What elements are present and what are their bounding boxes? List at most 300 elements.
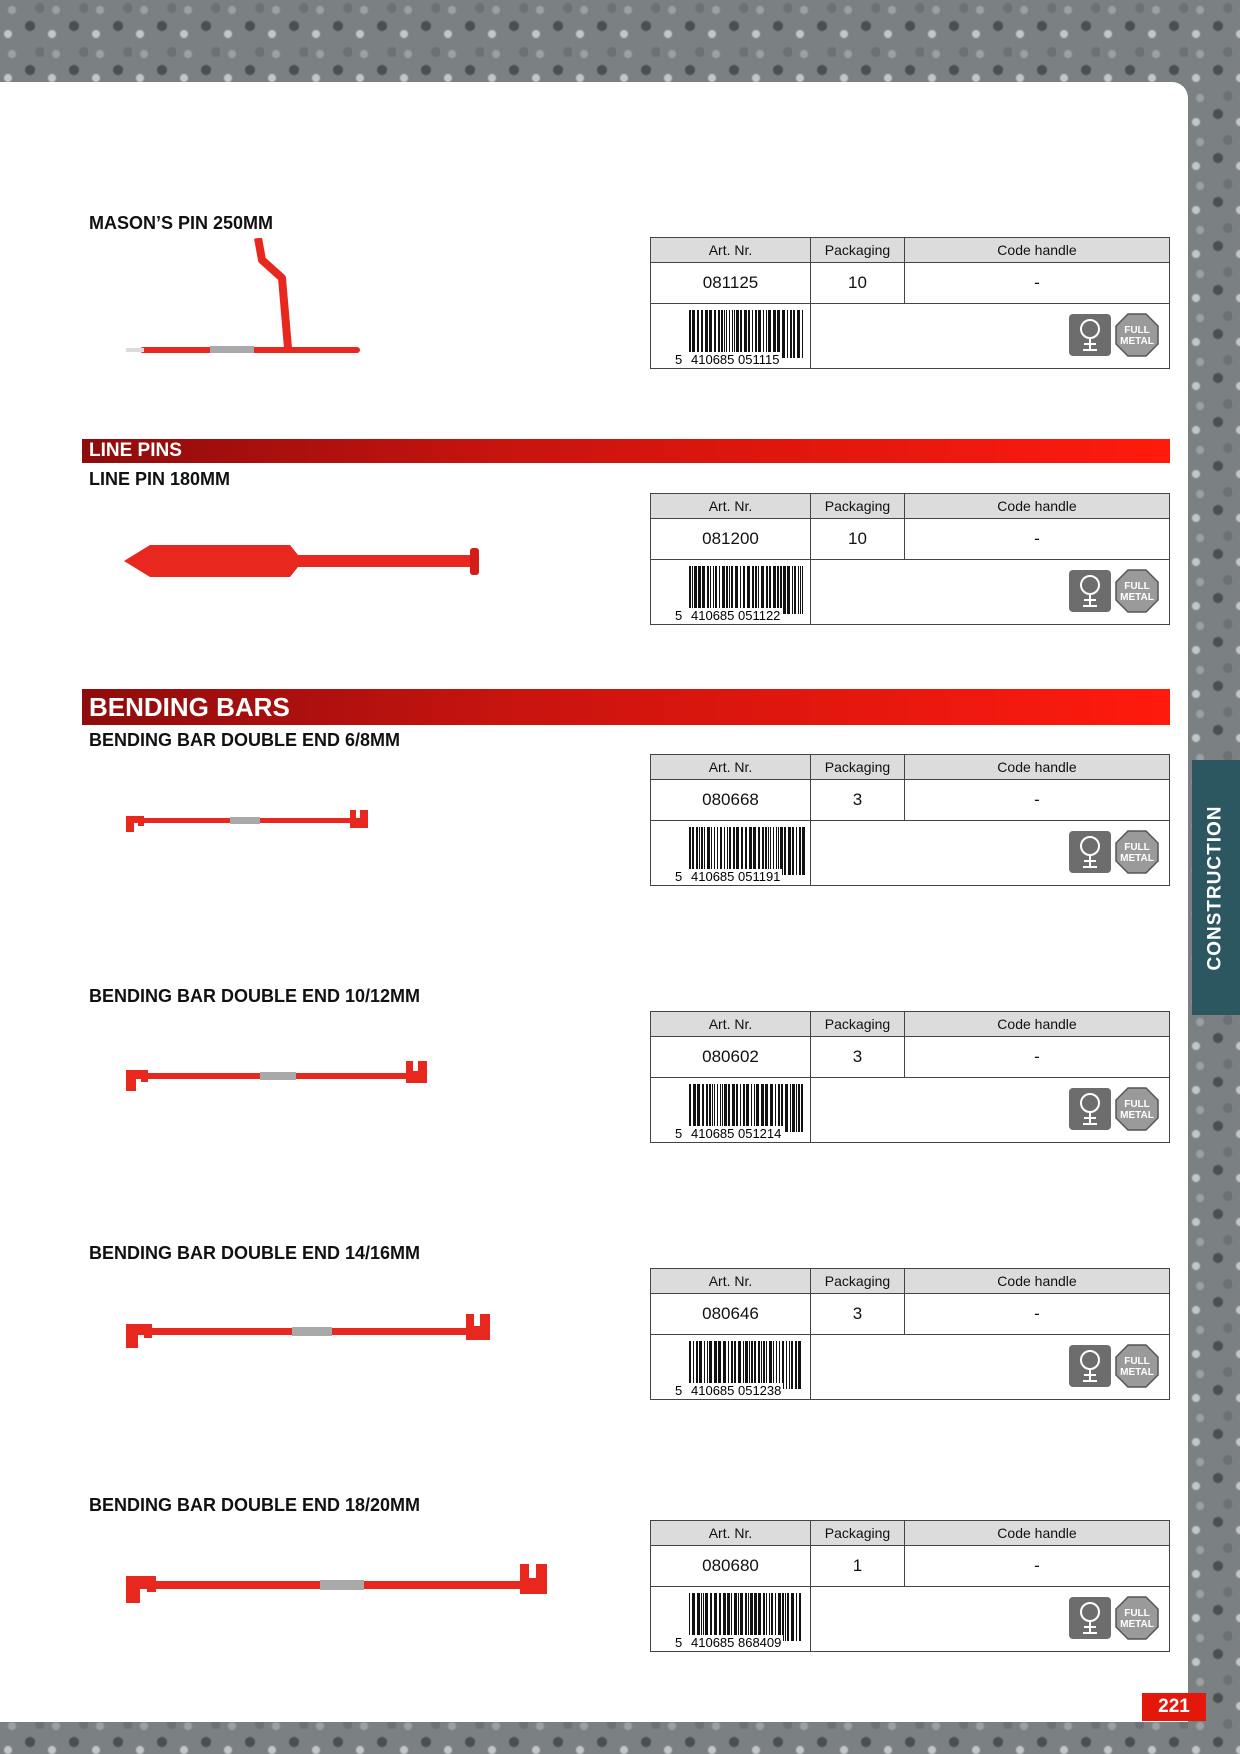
product-title: BENDING BAR DOUBLE END 14/16MM	[89, 1243, 421, 1263]
barcode-bar	[698, 566, 701, 614]
barcode-bar	[790, 1084, 791, 1132]
barcode-bar	[782, 1593, 784, 1641]
barcode-bar	[787, 1593, 789, 1641]
barcode-bar	[749, 827, 752, 875]
section-band-bending-bars: BENDING BARS	[82, 689, 1170, 725]
code-handle-value: -	[1034, 1556, 1040, 1575]
barcode-bar	[724, 827, 725, 875]
barcode-bar	[740, 310, 742, 358]
section-band-line-pins: LINE PINS	[82, 439, 1170, 463]
feature-icons	[811, 560, 1169, 624]
barcode-bar	[785, 1084, 788, 1132]
product-title: MASON’S PIN 250MM	[89, 213, 274, 233]
full-metal-line1: FULL	[1124, 842, 1150, 853]
art-nr-value: 081125	[651, 263, 811, 303]
barcode-bar	[796, 1593, 797, 1641]
col-header-packaging: Packaging	[811, 1269, 905, 1293]
barcode-bar	[773, 310, 776, 358]
barcode-bar	[727, 1593, 730, 1641]
barcode-bar	[770, 1084, 773, 1132]
col-header-art-nr: Art. Nr.	[651, 1012, 811, 1036]
barcode-bar	[769, 1341, 772, 1389]
barcode-bar	[776, 827, 777, 875]
full-metal-icon	[1115, 313, 1159, 357]
barcode-bars	[689, 566, 805, 614]
barcode-bar	[778, 1593, 781, 1641]
full-metal-icon	[1115, 569, 1159, 613]
barcode-bar	[758, 566, 759, 614]
barcode-bar	[773, 566, 776, 614]
barcode-bar	[699, 827, 700, 875]
barcode-bars	[689, 1084, 805, 1132]
barcode-bar	[761, 1341, 762, 1389]
barcode-bar	[784, 827, 786, 875]
barcode-bar	[702, 1084, 704, 1132]
barcode-bar	[777, 566, 779, 614]
barcode-bar	[697, 1593, 700, 1641]
barcode-bar	[719, 1593, 721, 1641]
barcode-bar	[778, 827, 779, 875]
barcode-bar	[765, 1084, 768, 1132]
code-handle-value: -	[1034, 1047, 1040, 1066]
barcode-bar	[729, 566, 730, 614]
barcode-bar	[697, 310, 699, 358]
barcode-bar	[795, 1341, 797, 1389]
barcode-bar	[704, 827, 705, 875]
barcode-bar	[740, 566, 741, 614]
barcode-bar	[792, 566, 793, 614]
barcode-bar	[733, 827, 735, 875]
barcode-bar	[755, 310, 757, 358]
barcode-bar	[745, 1593, 747, 1641]
barcode-bar	[783, 566, 786, 614]
barcode-bar	[704, 1341, 705, 1389]
barcode-bar	[777, 310, 780, 358]
barcode-bar	[728, 1341, 729, 1389]
barcode	[651, 560, 811, 624]
barcode-bar	[722, 566, 725, 614]
barcode-bar	[694, 566, 697, 614]
barcode-bar	[710, 566, 711, 614]
barcode-bar	[715, 566, 717, 614]
barcode-bar	[782, 1341, 784, 1389]
full-metal-line2: METAL	[1120, 336, 1154, 347]
impact-resistant-icon	[1069, 314, 1111, 356]
barcode-bar	[762, 827, 764, 875]
feature-icons	[811, 1078, 1169, 1142]
feature-icons	[811, 1335, 1169, 1399]
impact-resistant-icon	[1069, 1088, 1111, 1130]
barcode-bar	[711, 827, 712, 875]
spec-table	[650, 1520, 1170, 1652]
barcode-bar	[707, 566, 709, 614]
barcode-bar	[793, 310, 795, 358]
barcode-bar	[721, 310, 723, 358]
barcode-digits: 410685 051115	[691, 352, 780, 367]
barcode-bar	[703, 1593, 704, 1641]
col-header-code-handle: Code handle	[997, 1273, 1077, 1289]
barcode-bar	[734, 310, 735, 358]
barcode-bar	[727, 827, 728, 875]
barcode-bar	[736, 310, 739, 358]
barcode-bar	[726, 310, 727, 358]
feature-icons	[811, 304, 1169, 368]
barcode-bar	[761, 566, 764, 614]
col-header-packaging: Packaging	[811, 1012, 905, 1036]
barcode-digits: 410685 051191	[691, 869, 781, 884]
barcode-bar	[787, 566, 790, 614]
full-metal-icon	[1115, 830, 1159, 874]
barcode-bar	[754, 1593, 757, 1641]
barcode-bar	[749, 1341, 750, 1389]
barcode-bar	[753, 827, 756, 875]
barcode-bar	[796, 1084, 797, 1132]
code-handle-value: -	[1034, 273, 1040, 292]
barcode-bar	[752, 566, 754, 614]
barcode-bar	[766, 1593, 767, 1641]
barcode-digits: 410685 051238	[691, 1383, 782, 1398]
side-tab-construction[interactable]	[1192, 760, 1240, 1015]
barcode-bar	[789, 1341, 790, 1389]
barcode-bar	[701, 1593, 702, 1641]
barcode-bar	[756, 1084, 759, 1132]
barcode-bar	[724, 1084, 727, 1132]
barcode-bar	[738, 1593, 739, 1641]
barcode-bar	[709, 1084, 711, 1132]
barcode-bar	[802, 310, 803, 358]
col-header-packaging: Packaging	[811, 755, 905, 779]
barcode-bar	[746, 1084, 749, 1132]
barcode-bar	[731, 1341, 733, 1389]
barcode-first-digit: 5	[675, 1126, 683, 1141]
barcode-first-digit: 5	[675, 608, 683, 623]
product-title: BENDING BAR DOUBLE END 10/12MM	[89, 986, 421, 1006]
barcode-bars	[689, 827, 805, 875]
side-tab-label: CONSTRUCTION	[1205, 804, 1226, 971]
barcode-bar	[689, 1341, 691, 1389]
barcode	[651, 1335, 811, 1399]
page-number: 221	[1142, 1693, 1206, 1721]
spec-table	[650, 1011, 1170, 1143]
barcode-bar	[729, 827, 731, 875]
barcode-bar	[792, 1084, 795, 1132]
barcode-bar	[763, 310, 764, 358]
barcode-bars	[689, 310, 805, 358]
full-metal-line1: FULL	[1124, 325, 1150, 336]
barcode-bar	[787, 310, 788, 358]
col-header-packaging: Packaging	[811, 494, 905, 518]
art-nr-value: 081200	[651, 519, 811, 559]
barcode-bar	[689, 1084, 691, 1132]
barcode-bar	[798, 1084, 800, 1132]
barcode-bar	[802, 827, 805, 875]
barcode-first-digit: 5	[675, 869, 683, 884]
full-metal-line1: FULL	[1124, 581, 1150, 592]
product-image-bending-bar-10-12	[120, 1055, 580, 1095]
barcode-bar	[689, 566, 691, 614]
barcode-bars	[689, 1593, 805, 1641]
barcode-bar	[745, 1341, 748, 1389]
barcode-bar	[773, 1341, 774, 1389]
barcode-bar	[718, 1341, 721, 1389]
barcode-bar	[729, 310, 730, 358]
barcode-bar	[689, 827, 691, 875]
product-image-bending-bar-18-20	[120, 1558, 580, 1608]
barcode-bar	[797, 310, 800, 358]
code-handle-value: -	[1034, 1304, 1040, 1323]
barcode-bar	[743, 1084, 745, 1132]
barcode-bar	[705, 1593, 708, 1641]
product-image-masons-pin	[120, 238, 580, 368]
barcode-bar	[798, 566, 799, 614]
col-header-art-nr: Art. Nr.	[651, 1521, 811, 1545]
barcode-bar	[720, 1084, 721, 1132]
barcode-bar	[692, 310, 695, 358]
barcode-bars	[689, 1341, 805, 1389]
product-title: LINE PIN 180MM	[89, 469, 231, 489]
impact-resistant-icon	[1069, 831, 1111, 873]
barcode-bar	[720, 827, 722, 875]
barcode-bar	[771, 1593, 773, 1641]
barcode-bar	[775, 1084, 776, 1132]
barcode-bar	[754, 1084, 755, 1132]
barcode-bar	[692, 827, 694, 875]
barcode-bar	[697, 1084, 700, 1132]
col-header-code-handle: Code handle	[997, 498, 1077, 514]
barcode-bar	[692, 1593, 695, 1641]
barcode-bar	[754, 1341, 756, 1389]
full-metal-icon	[1115, 1087, 1159, 1131]
barcode-bar	[780, 566, 782, 614]
barcode-bar	[786, 1341, 787, 1389]
barcode-bar	[709, 1341, 712, 1389]
barcode-bar	[731, 566, 733, 614]
barcode-bar	[717, 1084, 718, 1132]
barcode-digits: 410685 868409	[691, 1635, 782, 1650]
full-metal-line1: FULL	[1124, 1099, 1150, 1110]
art-nr-value: 080602	[651, 1037, 811, 1077]
col-header-packaging: Packaging	[811, 1521, 905, 1545]
barcode-bar	[743, 566, 745, 614]
spec-table	[650, 237, 1170, 369]
full-metal-line1: FULL	[1124, 1356, 1150, 1367]
barcode-bar	[714, 1593, 717, 1641]
barcode-bar	[766, 566, 768, 614]
barcode-bar	[779, 1341, 780, 1389]
barcode-bar	[773, 827, 774, 875]
barcode-bar	[705, 310, 708, 358]
packaging-value: 10	[811, 263, 905, 303]
barcode-bar	[748, 310, 750, 358]
barcode-bar	[775, 1593, 776, 1641]
barcode-bar	[768, 310, 771, 358]
barcode-bar	[738, 1341, 741, 1389]
barcode-bar	[752, 310, 753, 358]
barcode-bar	[769, 566, 771, 614]
full-metal-line2: METAL	[1120, 592, 1154, 603]
barcode-bar	[796, 827, 797, 875]
barcode-bar	[731, 1593, 732, 1641]
col-header-art-nr: Art. Nr.	[651, 238, 811, 262]
barcode-bar	[778, 1084, 780, 1132]
barcode-bar	[758, 1341, 760, 1389]
barcode-bar	[732, 310, 733, 358]
packaging-value: 1	[811, 1546, 905, 1586]
code-handle-value: -	[1034, 529, 1040, 548]
barcode-bar	[745, 827, 747, 875]
impact-resistant-icon	[1069, 1345, 1111, 1387]
barcode-bar	[701, 310, 703, 358]
barcode	[651, 304, 811, 368]
barcode-bar	[750, 1593, 753, 1641]
barcode-bar	[693, 1341, 694, 1389]
barcode-bar	[785, 1593, 786, 1641]
full-metal-line2: METAL	[1120, 1110, 1154, 1121]
barcode-digits: 410685 051214	[691, 1126, 782, 1141]
feature-icons	[811, 821, 1169, 885]
barcode-bar	[702, 566, 705, 614]
barcode-bar	[766, 310, 767, 358]
barcode-bar	[799, 1593, 801, 1641]
barcode-bar	[798, 1341, 801, 1389]
barcode-first-digit: 5	[675, 1635, 683, 1650]
full-metal-line2: METAL	[1120, 853, 1154, 864]
col-header-code-handle: Code handle	[997, 242, 1077, 258]
barcode-bar	[741, 827, 743, 875]
barcode-bar	[726, 566, 728, 614]
product-title: BENDING BAR DOUBLE END 18/20MM	[89, 1495, 421, 1515]
barcode-bar	[734, 1593, 737, 1641]
barcode	[651, 1587, 811, 1651]
packaging-value: 3	[811, 1294, 905, 1334]
barcode-bar	[714, 1341, 717, 1389]
barcode-bar	[802, 566, 803, 614]
barcode-bar	[770, 827, 771, 875]
barcode-bar	[747, 566, 750, 614]
barcode-bar	[800, 566, 801, 614]
barcode-bar	[743, 1341, 744, 1389]
barcode-bar	[755, 566, 757, 614]
barcode-bar	[788, 827, 791, 875]
barcode-bar	[744, 310, 747, 358]
barcode-bar	[728, 1084, 730, 1132]
full-metal-line2: METAL	[1120, 1619, 1154, 1630]
barcode	[651, 1078, 811, 1142]
product-image-line-pin	[120, 535, 580, 585]
barcode-bar	[723, 1593, 726, 1641]
barcode-bar	[696, 827, 698, 875]
barcode-bar	[791, 1593, 794, 1641]
barcode-bar	[736, 827, 739, 875]
barcode-bar	[748, 1593, 749, 1641]
barcode-bar	[765, 827, 767, 875]
barcode-bar	[781, 1084, 783, 1132]
barcode-bar	[768, 827, 769, 875]
barcode-bar	[751, 1341, 753, 1389]
feature-icons	[811, 1587, 1169, 1651]
barcode-bar	[710, 1593, 712, 1641]
barcode-bar	[769, 1593, 770, 1641]
impact-resistant-icon	[1069, 570, 1111, 612]
barcode-bar	[707, 1341, 708, 1389]
full-metal-icon	[1115, 1344, 1159, 1388]
packaging-value: 3	[811, 1037, 905, 1077]
impact-resistant-icon	[1069, 1597, 1111, 1639]
barcode-bar	[696, 1341, 698, 1389]
spec-table	[650, 754, 1170, 886]
barcode-bar	[791, 1341, 793, 1389]
product-image-bending-bar-14-16	[120, 1308, 580, 1352]
barcode-bar	[719, 566, 720, 614]
barcode-bar	[792, 827, 794, 875]
col-header-art-nr: Art. Nr.	[651, 1269, 811, 1293]
barcode-bar	[717, 827, 718, 875]
barcode-bar	[718, 310, 720, 358]
barcode-bar	[706, 1084, 708, 1132]
barcode-bar	[714, 310, 716, 358]
col-header-code-handle: Code handle	[997, 759, 1077, 775]
barcode-bar	[689, 1593, 690, 1641]
barcode-bar	[794, 566, 796, 614]
barcode-bar	[799, 827, 801, 875]
barcode-bar	[763, 1593, 765, 1641]
barcode-bar	[724, 310, 725, 358]
full-metal-line2: METAL	[1120, 1367, 1154, 1378]
barcode-bar	[722, 1084, 723, 1132]
product-image-bending-bar-6-8	[120, 800, 580, 840]
barcode-digits: 410685 051122	[691, 608, 781, 623]
barcode-first-digit: 5	[675, 1383, 683, 1398]
art-nr-value: 080680	[651, 1546, 811, 1586]
col-header-art-nr: Art. Nr.	[651, 755, 811, 779]
spec-table	[650, 1268, 1170, 1400]
barcode-bar	[751, 1084, 752, 1132]
barcode-bar	[740, 1084, 741, 1132]
packaging-value: 10	[811, 519, 905, 559]
barcode-bar	[801, 1084, 803, 1132]
barcode-bar	[780, 827, 783, 875]
barcode-bar	[723, 1341, 726, 1389]
full-metal-line1: FULL	[1124, 1608, 1150, 1619]
barcode-bar	[735, 566, 738, 614]
packaging-value: 3	[811, 780, 905, 820]
code-handle-value: -	[1034, 790, 1040, 809]
col-header-code-handle: Code handle	[997, 1016, 1077, 1032]
col-header-code-handle: Code handle	[997, 1525, 1077, 1541]
barcode-bar	[701, 827, 703, 875]
col-header-packaging: Packaging	[811, 238, 905, 262]
barcode-bar	[713, 566, 714, 614]
barcode-bar	[714, 827, 715, 875]
barcode-bar	[714, 1084, 715, 1132]
full-metal-icon	[1115, 1596, 1159, 1640]
barcode-bar	[734, 1341, 736, 1389]
barcode-bar	[707, 827, 710, 875]
barcode-bar	[766, 1341, 767, 1389]
barcode-bar	[736, 1084, 738, 1132]
barcode-bar	[732, 1084, 735, 1132]
barcode-bar	[761, 1084, 764, 1132]
barcode-bar	[763, 1341, 765, 1389]
barcode-bar	[740, 1593, 743, 1641]
barcode-bar	[790, 310, 792, 358]
barcode-bar	[693, 1084, 696, 1132]
barcode-first-digit: 5	[675, 352, 683, 367]
barcode-bar	[692, 566, 693, 614]
barcode-bar	[689, 310, 691, 358]
art-nr-value: 080668	[651, 780, 811, 820]
barcode-bar	[758, 310, 761, 358]
